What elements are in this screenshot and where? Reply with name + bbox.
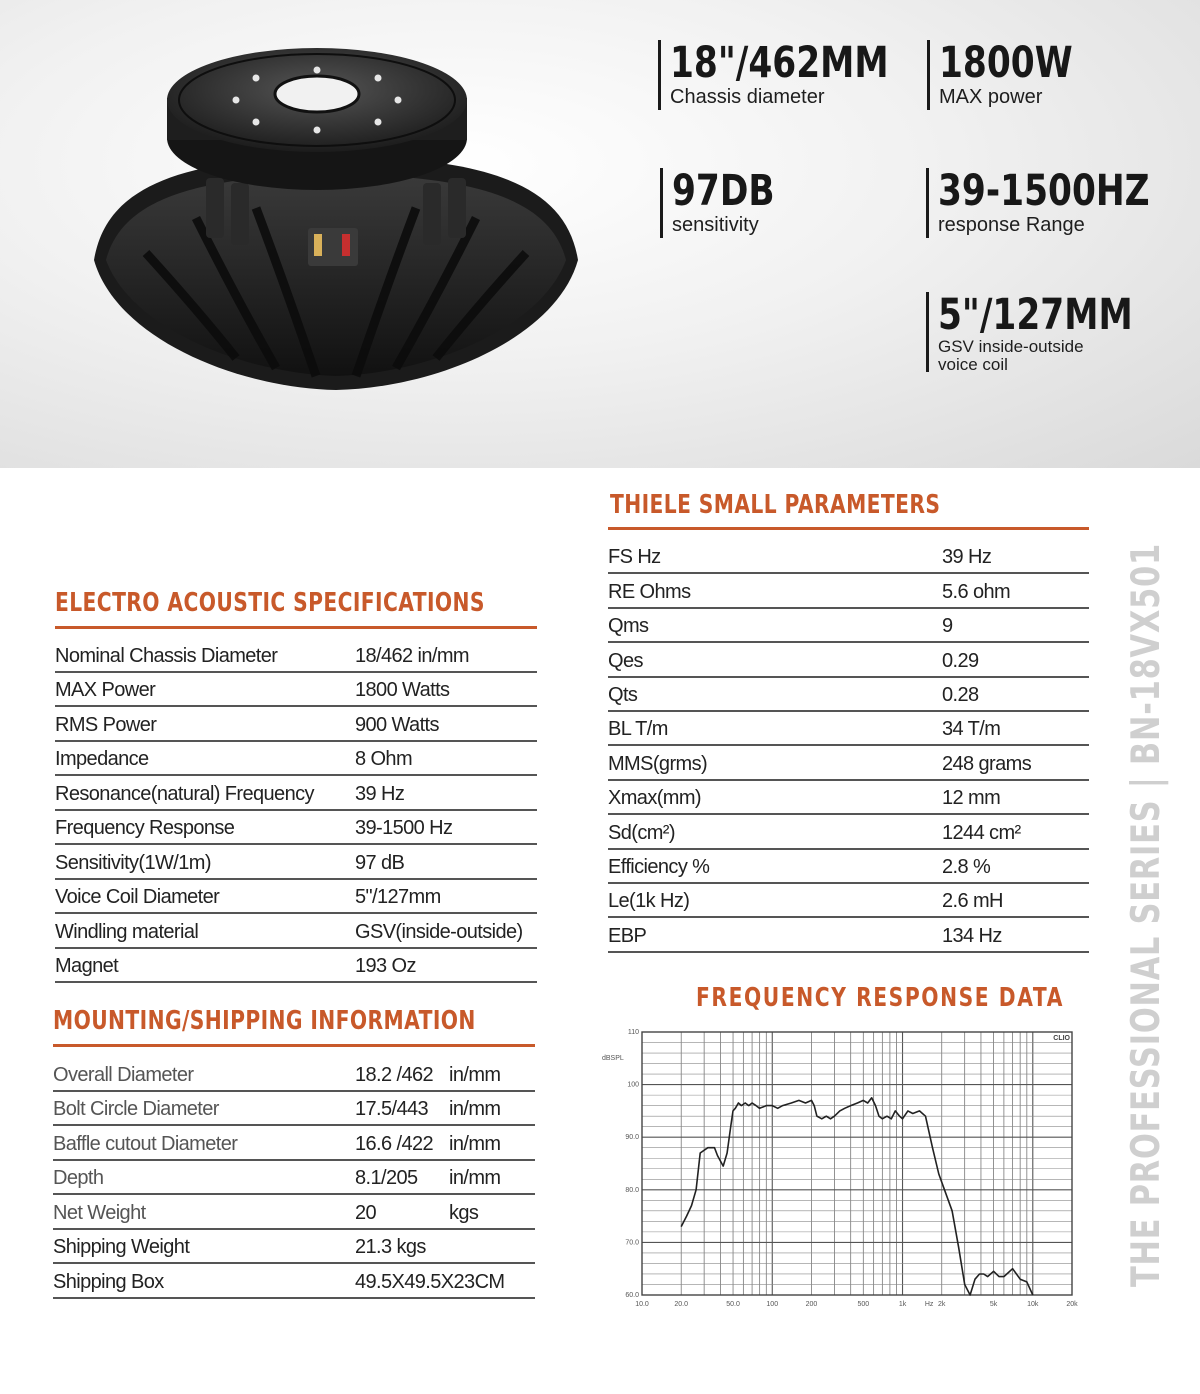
x-tick-label: 10.0 (635, 1301, 649, 1308)
stat-chassis-diameter: 18"/462MM Chassis diameter (658, 40, 943, 110)
table-row: Shipping Box 49.5X49.5X23CM (53, 1263, 535, 1298)
hero-banner (0, 0, 1200, 468)
thiele-section-title: THIELE SMALL PARAMETERS (610, 490, 941, 520)
x-tick-label: 5k (989, 1301, 998, 1308)
table-row: FS Hz 39 Hz (608, 539, 1089, 573)
thiele-parameters-table (608, 539, 1089, 953)
table-row: Bolt Circle Diameter 17.5/443 in/mm (53, 1091, 535, 1126)
x-tick-label: 20k (1066, 1301, 1078, 1308)
chart-series-line (681, 1098, 1033, 1295)
frequency-response-chart (600, 1022, 1084, 1314)
table-row: MAX Power 1800 Watts (55, 672, 537, 707)
x-tick-label: 10k (1027, 1301, 1039, 1308)
table-row: Sd(cm²) 1244 cm² (608, 814, 1089, 848)
stat-max-power: 1800W MAX power (927, 40, 1106, 110)
mounting-section-title: MOUNTING/SHIPPING INFORMATION (53, 1006, 476, 1036)
table-row: BL T/m 34 T/m (608, 711, 1089, 745)
table-row: Qes 0.29 (608, 642, 1089, 676)
y-tick-label: 60.0 (625, 1292, 639, 1299)
table-row: Qms 9 (608, 608, 1089, 642)
table-row: Baffle cutout Diameter 16.6 /422 in/mm (53, 1125, 535, 1160)
table-row: Sensitivity(1W/1m) 97 dB (55, 844, 537, 879)
speaker-product-image (86, 38, 586, 408)
stat-sensitivity: 97DB sensitivity (660, 168, 800, 238)
table-row: Qts 0.28 (608, 677, 1089, 711)
electro-section-title: ELECTRO ACOUSTIC SPECIFICATIONS (55, 588, 485, 618)
table-row: Impedance 8 Ohm (55, 741, 537, 776)
y-tick-label: 110 (627, 1029, 639, 1036)
table-row: Xmax(mm) 12 mm (608, 780, 1089, 814)
table-row: EBP 134 Hz (608, 917, 1089, 951)
stat-response-range: 39-1500HZ response Range (926, 168, 1200, 238)
table-row: Voice Coil Diameter 5"/127mm (55, 879, 537, 914)
stat-voice-coil: 5"/127MM GSV inside-outside voice coil (926, 292, 1181, 372)
table-row: Overall Diameter 18.2 /462 in/mm (53, 1056, 535, 1091)
table-row: Net Weight 20 kgs (53, 1194, 535, 1229)
table-row: Magnet 193 Oz (55, 948, 537, 983)
y-tick-label: 80.0 (625, 1186, 639, 1194)
table-row: RMS Power 900 Watts (55, 706, 537, 741)
chart-y-axis-label: dBSPL (602, 1055, 624, 1062)
chart-x-tick-labels (635, 1301, 1078, 1308)
chart-brand-mark: CLIO (1053, 1035, 1070, 1042)
y-tick-label: 70.0 (625, 1239, 639, 1247)
chart-plot-frame (642, 1032, 1072, 1295)
table-row: Windling material GSV(inside-outside) (55, 913, 537, 948)
table-row: Nominal Chassis Diameter 18/462 in/mm (55, 637, 537, 672)
x-tick-label: 20.0 (674, 1301, 689, 1308)
series-vertical-label: THE PROFESSIONAL SERIES | BN-18VX501 (1124, 543, 1169, 1287)
y-tick-label: 90.0 (625, 1134, 639, 1142)
mounting-title-rule (53, 1044, 535, 1047)
x-tick-label: 500 (857, 1301, 870, 1308)
x-tick-label: Hz (924, 1301, 934, 1308)
frequency-response-title: FREQUENCY RESPONSE DATA (696, 983, 1064, 1013)
thiele-title-rule (608, 527, 1089, 530)
electro-spec-table (55, 637, 537, 983)
table-row: Le(1k Hz) 2.6 mH (608, 883, 1089, 917)
chart-grid (642, 1032, 1072, 1295)
x-tick-label: 2k (938, 1301, 946, 1308)
x-tick-label: 50.0 (726, 1301, 740, 1308)
table-row: Resonance(natural) Frequency 39 Hz (55, 775, 537, 810)
table-row: Efficiency % 2.8 % (608, 849, 1089, 883)
x-tick-label: 100 (766, 1301, 779, 1308)
table-row: Frequency Response 39-1500 Hz (55, 810, 537, 845)
y-tick-label: 100 (627, 1081, 639, 1089)
chart-y-tick-labels (625, 1029, 639, 1299)
table-row: MMS(grms) 248 grams (608, 745, 1089, 779)
table-row: Depth 8.1/205 in/mm (53, 1160, 535, 1195)
table-row: Shipping Weight 21.3 kgs (53, 1229, 535, 1264)
x-tick-label: 200 (805, 1301, 818, 1308)
electro-title-rule (55, 626, 537, 629)
table-row: RE Ohms 5.6 ohm (608, 573, 1089, 607)
x-tick-label: 1k (898, 1301, 907, 1308)
mounting-spec-table (53, 1056, 535, 1299)
